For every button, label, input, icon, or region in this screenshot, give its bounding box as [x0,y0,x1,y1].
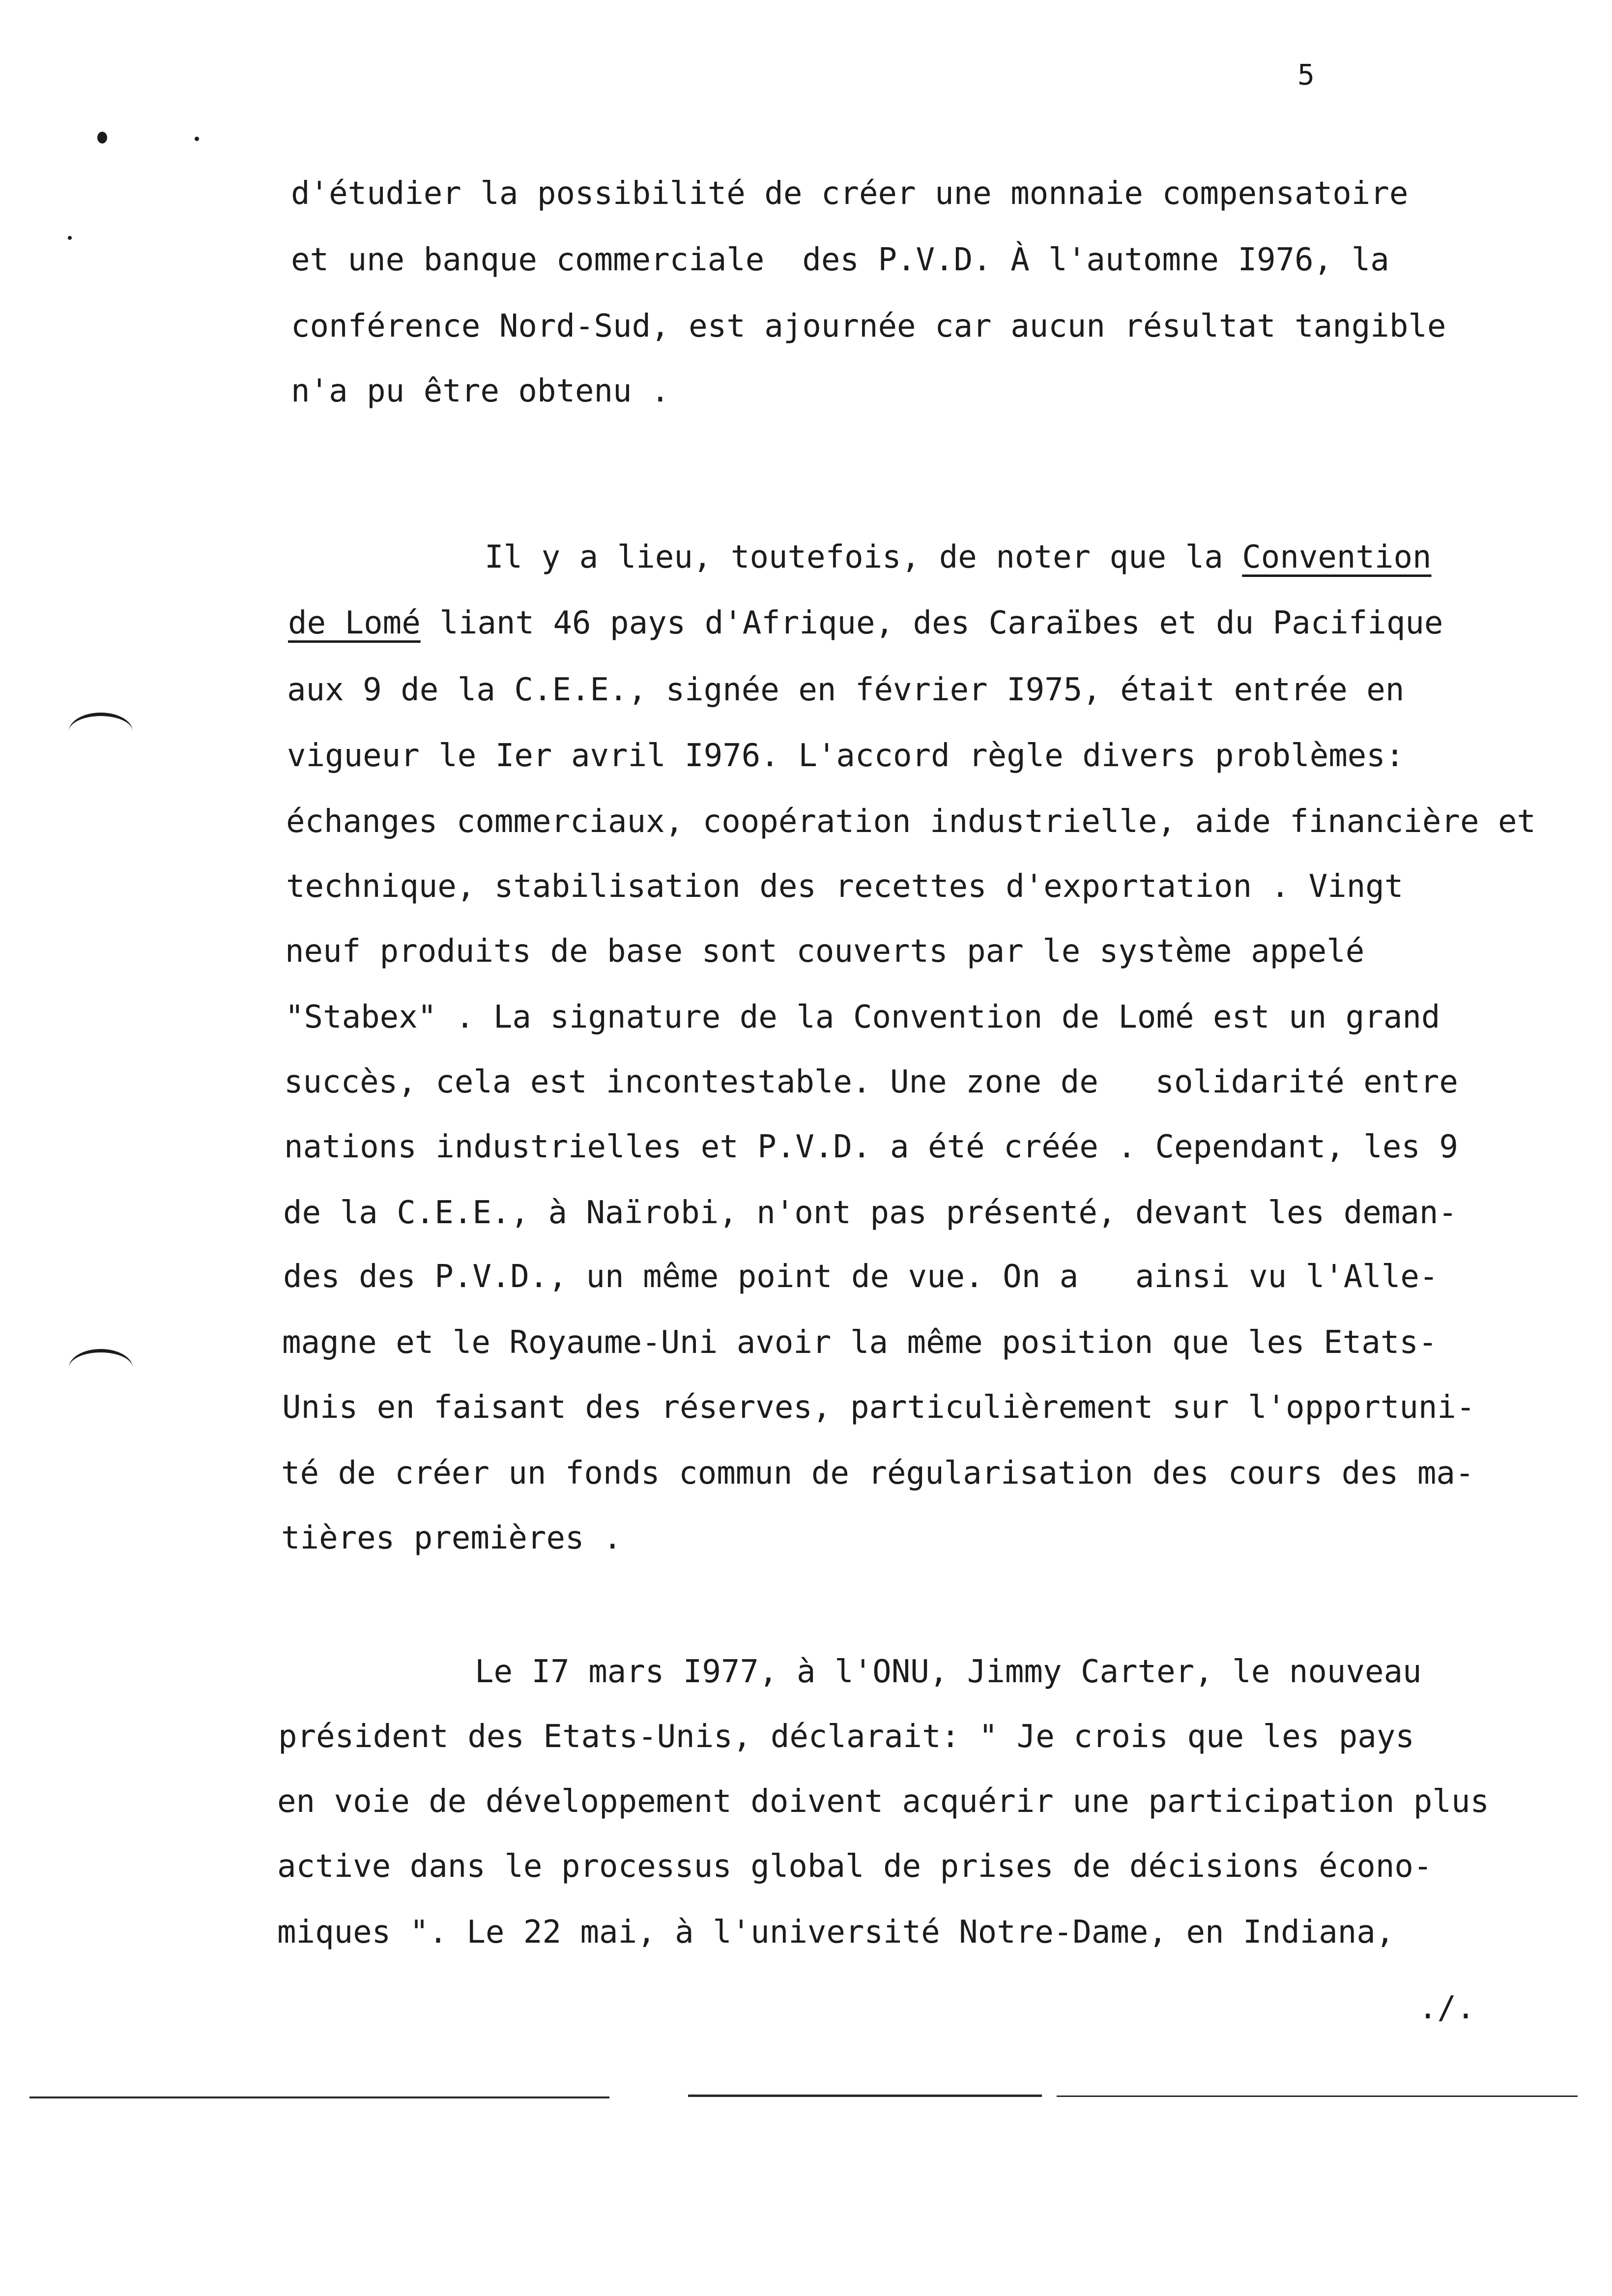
text-line: aux 9 de la C.E.E., signée en février I975, était entrée en [287,672,1405,708]
text-line: et une banque commerciale des P.V.D. À l'automne I976, la [291,242,1389,278]
text-line: échanges commerciaux, coopération industrielle, aide financière et [286,804,1536,840]
scan-dot [195,137,199,141]
text-line: neuf produits de base sont couverts par le système appelé [285,933,1365,970]
text-line: n'a pu être obtenu . [291,373,670,409]
bottom-rule [29,2096,609,2098]
scan-dot [97,132,107,144]
text-line: nations industrielles et P.V.D. a été créée . Cependant, les 9 [284,1129,1458,1165]
text-line: tières premières . [281,1520,622,1556]
text-line: magne et le Royaume-Uni avoir la même position que les Etats- [282,1324,1438,1361]
text-line: de la C.E.E., à Naïrobi, n'ont pas présenté, devant les deman- [283,1195,1457,1231]
text-line: en voie de développement doivent acquérir une participation plus [277,1783,1489,1820]
bottom-rule [688,2095,1042,2097]
scan-dot [68,236,72,240]
text-line: des des P.V.D., un même point de vue. On a ainsi vu l'Alle- [283,1259,1439,1295]
punch-hole-arc-icon [69,1349,133,1387]
text-segment: Il y a lieu, toutefois, de noter que la [485,539,1242,575]
continuation-mark: ./. [1418,1990,1475,2026]
text-line: Le I7 mars I977, à l'ONU, Jimmy Carter, le nouveau [475,1654,1422,1690]
convention-title-underlined: Convention [1242,539,1432,575]
text-line [485,539,1432,575]
text-line: d'étudier la possibilité de créer une monnaie compensatoire [291,175,1409,212]
convention-title-underlined: de Lomé [288,605,421,641]
text-line: conférence Nord-Sud, est ajournée car aucun résultat tangible [291,308,1446,344]
text-line: vigueur le Ier avril I976. L'accord règle divers problèmes: [287,738,1405,774]
page-number: 5 [1297,58,1315,91]
text-segment: liant 46 pays d'Afrique, des Caraïbes et du Pacifique [420,605,1443,641]
text-line: miques ". Le 22 mai, à l'université Notre-Dame, en Indiana, [277,1914,1395,1951]
text-line: technique, stabilisation des recettes d'exportation . Vingt [286,868,1404,905]
punch-hole-arc-icon [69,713,133,750]
text-line: té de créer un fonds commun de régularisation des cours des ma- [281,1455,1474,1492]
text-line: Unis en faisant des réserves, particulièrement sur l'opportuni- [282,1389,1475,1426]
text-line: président des Etats-Unis, déclarait: " Je crois que les pays [278,1719,1414,1755]
text-line: succès, cela est incontestable. Une zone de solidarité entre [284,1064,1458,1100]
text-line: active dans le processus global de prises de décisions écono- [277,1848,1433,1885]
text-line: "Stabex" . La signature de la Convention de Lomé est un grand [285,999,1440,1035]
bottom-rule [1057,2095,1578,2097]
text-line [288,607,1443,639]
